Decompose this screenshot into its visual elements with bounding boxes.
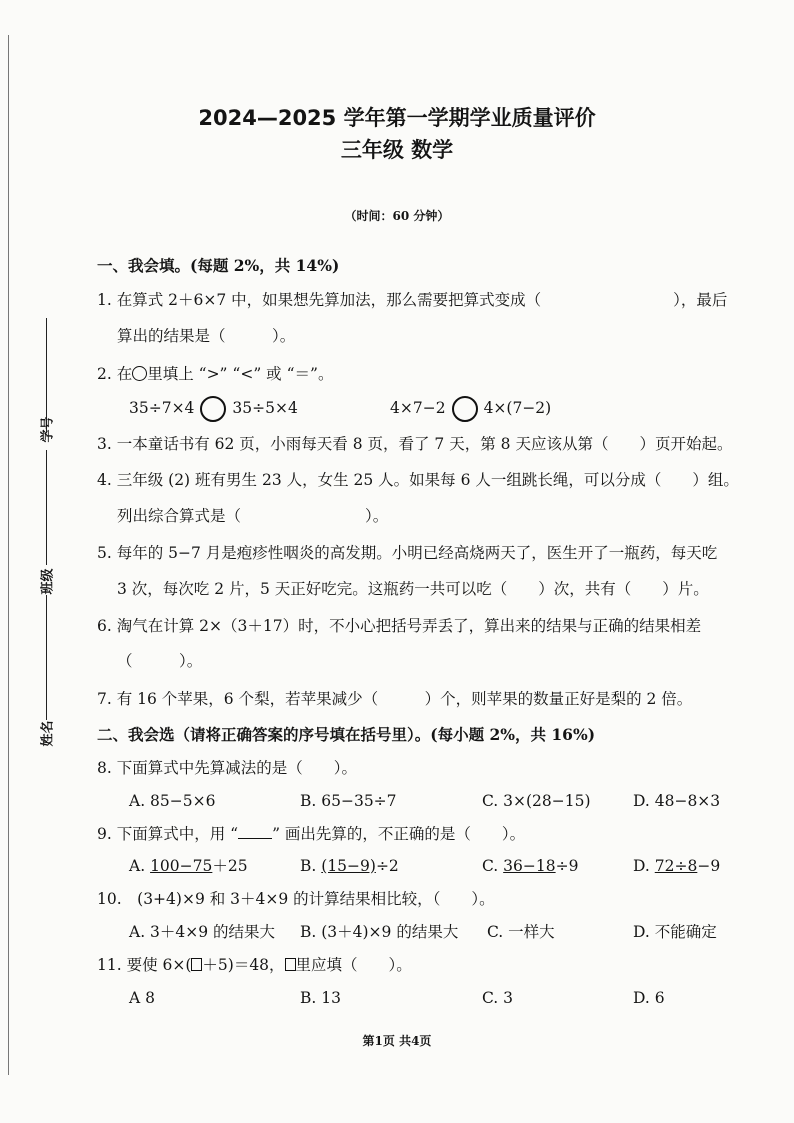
question-11-option-d: D. 6 (633, 989, 665, 1007)
question-8-option-c: C. 3×(28−15) (482, 792, 591, 810)
compare-2-left: 4×7−2 (390, 399, 446, 417)
question-5-line-1: 5. 每年的 5−7 月是疱疹性咽炎的高发期。小明已经高烧两天了，医生开了一瓶药，每天吃 (97, 544, 718, 562)
question-10-option-a: A. 3＋4×9 的结果大 (129, 923, 276, 941)
question-10-option-b: B. (3＋4)×9 的结果大 (300, 923, 459, 941)
option-underlined: 72÷8 (654, 857, 698, 875)
question-1-line-2: 算出的结果是（ ）。 (117, 327, 296, 345)
question-1-text-a: 1. 在算式 2＋6×7 中，如果想先算加法，那么需要把算式变成（ (97, 291, 542, 309)
question-9-stem (97, 824, 525, 844)
question-11-option-c: C. 3 (482, 989, 514, 1007)
question-8-option-d: D. 48−8×3 (633, 792, 721, 810)
question-9-option-d (633, 856, 720, 876)
option-rest: −9 (697, 857, 721, 875)
xingming-blank-line (46, 595, 47, 720)
time-note: （时间：60 分钟） (344, 209, 450, 223)
blank-box-icon (285, 958, 296, 971)
xuehao-label: 学号 (40, 416, 56, 443)
question-11-option-b: B. 13 (300, 989, 341, 1007)
answer-circle-1[interactable] (200, 396, 226, 422)
question-9-option-c (482, 856, 578, 876)
xingming-label: 姓名 (40, 720, 56, 747)
question-8-option-a: A. 85−5×6 (129, 792, 216, 810)
compare-1-right: 35÷5×4 (232, 399, 298, 417)
exam-subtitle: 三年级 数学 (340, 138, 454, 162)
banji-label: 班级 (40, 568, 56, 595)
option-rest: ＋25 (212, 857, 248, 875)
question-2-text-a: 2. 在 (97, 365, 133, 383)
question-11-stem (97, 955, 412, 975)
compare-1-left: 35÷7×4 (129, 399, 195, 417)
circle-icon (132, 366, 147, 381)
option-underlined: 36−18 (503, 857, 556, 875)
question-2-compare-2 (390, 396, 551, 422)
question-2-text-b: 里填上 “>” “<” 或 “＝”。 (147, 365, 334, 383)
question-1-line-1 (97, 290, 727, 310)
underline-sample (238, 824, 272, 839)
compare-2-right: 4×(7−2) (483, 399, 552, 417)
option-rest: ÷2 (375, 857, 399, 875)
question-9-option-b (300, 856, 399, 876)
question-2-compare-1 (129, 396, 298, 422)
question-7: 7. 有 16 个苹果，6 个梨，若苹果减少（ ）个，则苹果的数量正好是梨的 2 倍。 (97, 690, 693, 708)
margin-rule (8, 35, 9, 1075)
exam-title: 2024—2025 学年第一学期学业质量评价 (198, 106, 596, 130)
option-label: C. (482, 857, 499, 875)
option-label: D. (633, 857, 650, 875)
answer-circle-2[interactable] (452, 396, 478, 422)
question-6-line-1: 6. 淘气在计算 2×（3＋17）时，不小心把括号弄丢了，算出来的结果与正确的结果相差 (97, 617, 702, 635)
question-1-text-b: ），最后 (673, 291, 728, 309)
question-10-stem: 10. (3+4)×9 和 3＋4×9 的计算结果相比较，（ ）。 (97, 890, 495, 908)
question-4-line-1: 4. 三年级 (2) 班有男生 23 人，女生 25 人。如果每 6 人一组跳长绳，可以分成（ ）组。 (97, 471, 739, 489)
page-footer: 第1页 共4页 (362, 1034, 432, 1048)
option-underlined: (15−9) (321, 857, 376, 875)
question-11-text-a: 11. 要使 6×( (97, 956, 192, 974)
question-9-text-a: 9. 下面算式中，用 “ (97, 825, 239, 843)
section-1-heading: 一、我会填。(每题 2%，共 14%) (97, 256, 340, 275)
question-11-text-c: 里应填（ ）。 (295, 956, 412, 974)
option-underlined: 100−75 (150, 857, 213, 875)
option-label: A. (129, 857, 146, 875)
question-10-option-d: D. 不能确定 (633, 923, 717, 941)
question-11-text-b: ＋5)＝48， (202, 956, 285, 974)
question-9-option-a (129, 856, 248, 876)
option-rest: ÷9 (555, 857, 579, 875)
question-11-option-a: A 8 (129, 989, 155, 1007)
question-5-line-2: 3 次，每次吃 2 片，5 天正好吃完。这瓶药一共可以吃（ ）次，共有（ ）片。 (117, 580, 709, 598)
question-8-option-b: B. 65−35÷7 (300, 792, 397, 810)
option-label: B. (300, 857, 317, 875)
blank-box-icon (191, 958, 202, 971)
question-2-stem (97, 364, 333, 384)
banji-blank-line (46, 450, 47, 565)
question-3: 3. 一本童话书有 62 页，小雨每天看 8 页，看了 7 天，第 8 天应该从第（ ）页开始起。 (97, 435, 733, 453)
question-9-text-b: ” 画出先算的，不正确的是（ ）。 (272, 825, 526, 843)
question-8-stem: 8. 下面算式中先算减法的是（ ）。 (97, 759, 357, 777)
question-4-line-2: 列出综合算式是（ ）。 (117, 507, 389, 525)
question-10-option-c: C. 一样大 (487, 923, 555, 941)
section-2-heading: 二、我会选（请将正确答案的序号填在括号里）。(每小题 2%，共 16%) (97, 725, 596, 744)
question-6-line-2: （ ）。 (117, 652, 203, 670)
